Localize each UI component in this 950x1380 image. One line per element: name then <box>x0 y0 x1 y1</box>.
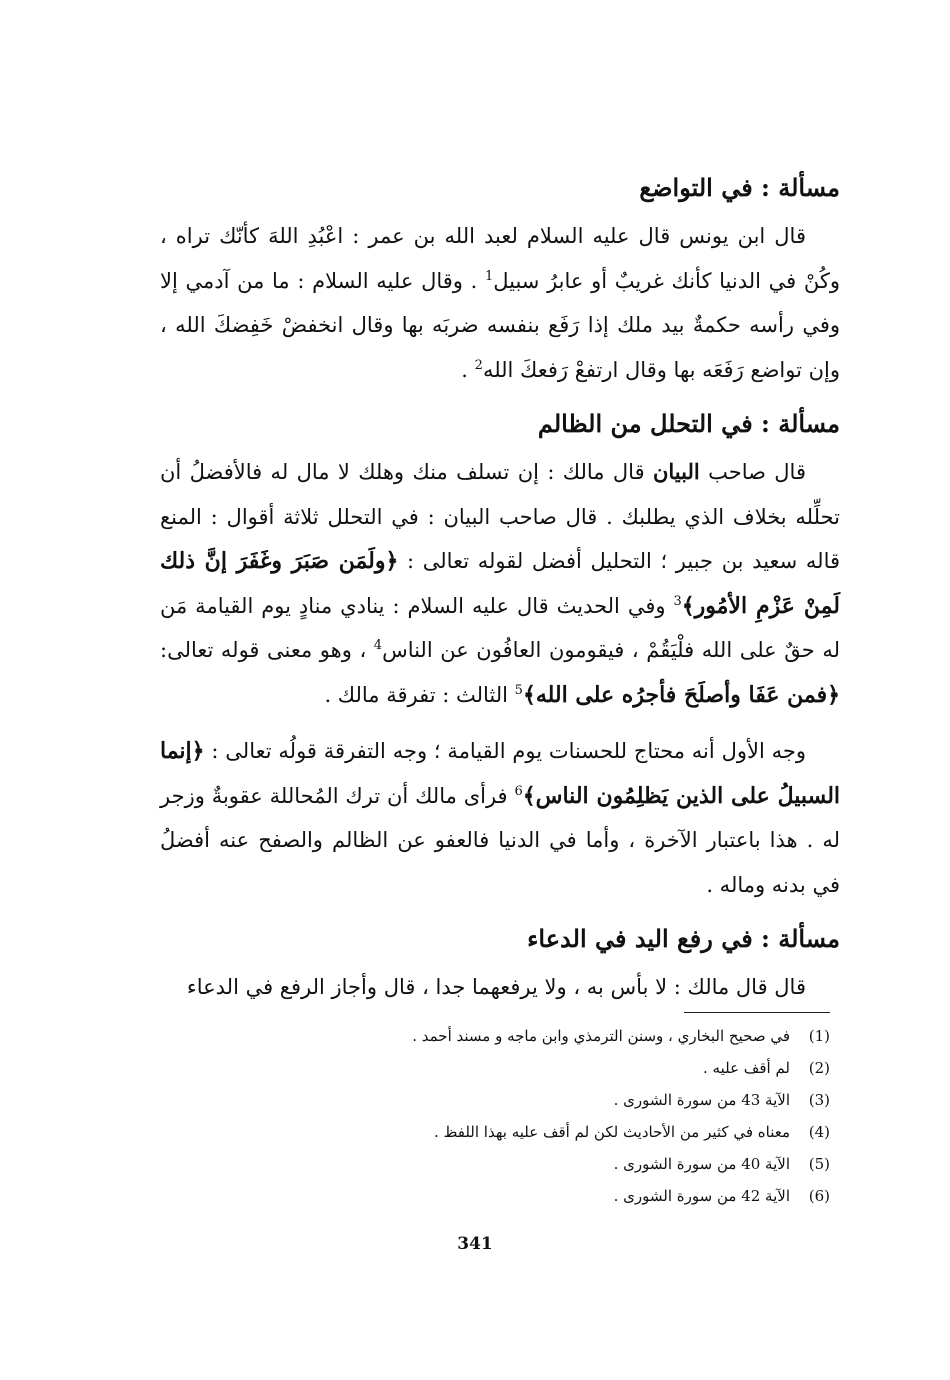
footnote-number: (6) <box>808 1187 830 1205</box>
footnote-ref-5[interactable]: 5 <box>514 682 523 698</box>
text-run: قال مالك : إن تسلف منك وهلك لا مال له فالأفضلُ أن تحلِّله بخلاف الذي يطلبك . قال صاحب البيان : في التحلل ثلاثة أقوال : المنع قاله سعيد بن جبير ؛ التحليل أفضل لقوله تعالى : <box>160 460 840 573</box>
text-run: الثالث : تفرقة مالك . <box>324 682 515 707</box>
footnote-item <box>300 1052 830 1084</box>
quran-quote: ﴿ولَمَن صَبَرَ وغَفَرَ إنَّ ذلك لَمِنْ عَزْمِ الأمُور﴾ <box>160 548 841 619</box>
footnote-item <box>300 1180 830 1212</box>
page-number: 341 <box>457 1234 493 1254</box>
bold-term-bayan: البيان <box>652 459 700 484</box>
footnote-number: (5) <box>808 1155 830 1173</box>
footnotes <box>300 1020 830 1212</box>
paragraph-raising-hands <box>160 965 840 1010</box>
footnote-item <box>300 1116 830 1148</box>
footnote-text: لم أقف عليه . <box>703 1059 790 1077</box>
footnote-item <box>300 1020 830 1052</box>
text-run: . <box>461 357 475 382</box>
footnote-number: (2) <box>808 1059 830 1077</box>
footnote-text: في صحيح البخاري ، وسنن الترمذي وابن ماجه و مسند أحمد . <box>412 1027 790 1045</box>
quran-quote: ﴿إنما السبيلُ على الذين يَظلِمُون الناس﴾ <box>160 738 841 809</box>
text-run: قال ابن يونس قال عليه السلام لعبد الله بن عمر : اعْبُدِ اللهَ كأنّك تراه ، وكُنْ في الدنيا كأنك غريبٌ أو عابرُ سبيل <box>160 224 841 293</box>
quran-quote: ﴿فمن عَفَا وأصلَحَ فأجرُه على الله﴾ <box>522 681 840 708</box>
footnote-number: (3) <box>808 1091 830 1109</box>
section-heading-raising-hands: مسألة : في رفع اليد في الدعاء <box>527 924 840 953</box>
page-content <box>160 168 840 1022</box>
section-heading-humility: مسألة : في التواضع <box>639 173 840 202</box>
paragraph-absolution-2 <box>160 729 840 907</box>
footnote-item <box>300 1084 830 1116</box>
text-run: قال قال مالك : لا بأس به ، ولا يرفعهما جدا ، قال وأجاز الرفع في الدعاء <box>186 975 806 999</box>
footnote-ref-4[interactable]: 4 <box>373 638 383 653</box>
text-run: قال صاحب <box>699 460 806 484</box>
footnote-ref-2[interactable]: 2 <box>474 357 483 373</box>
paragraph-humility <box>160 214 840 392</box>
text-run: ، وهو معنى قوله تعالى: <box>160 638 374 662</box>
text-run: . وقال عليه السلام : ما من آدمي إلا وفي رأسه حكمةٌ بيد ملك إذا رَفَع بنفسه ضربَه بها وقال انخفضْ خَفِضكَ الله ، وإن تواضع رَفَعَه بها وقال ارتفعْ رَفعكَ الله <box>160 268 840 382</box>
footnote-ref-3[interactable]: 3 <box>673 593 682 609</box>
footnote-item <box>300 1148 830 1180</box>
footnote-ref-1[interactable]: 1 <box>484 268 494 284</box>
section-heading-absolution: مسألة : في التحلل من الظالم <box>537 409 840 438</box>
text-run: وفي الحديث قال عليه السلام : ينادي منادٍ يوم القيامة مَن له حقٌ على الله فلْيَقُمْ ، فيقومون العافُون عن الناس <box>160 593 840 662</box>
footnote-text: الآية 43 من سورة الشورى . <box>613 1091 790 1109</box>
text-run: وجه الأول أنه محتاج للحسنات يوم القيامة ؛ وجه التفرقة قولُه تعالى : <box>204 739 806 763</box>
footnote-text: معناه في كثير من الأحاديث لكن لم أقف عليه بهذا اللفظ . <box>433 1123 790 1141</box>
footnote-number: (1) <box>808 1027 830 1045</box>
footnote-text: الآية 42 من سورة الشورى . <box>613 1187 790 1205</box>
footnote-ref-6[interactable]: 6 <box>514 783 523 799</box>
footnote-text: الآية 40 من سورة الشورى . <box>613 1155 790 1173</box>
paragraph-absolution-1 <box>160 450 840 717</box>
footnote-number: (4) <box>808 1123 830 1141</box>
footnote-divider <box>684 1012 830 1013</box>
text-run: فرأى مالك أن ترك المُحاللة عقوبةٌ وزجر له . هذا باعتبار الآخرة ، وأما في الدنيا فالعفو عن الظالم والصفح عنه أفضلُ في بدنه وماله . <box>160 783 840 897</box>
